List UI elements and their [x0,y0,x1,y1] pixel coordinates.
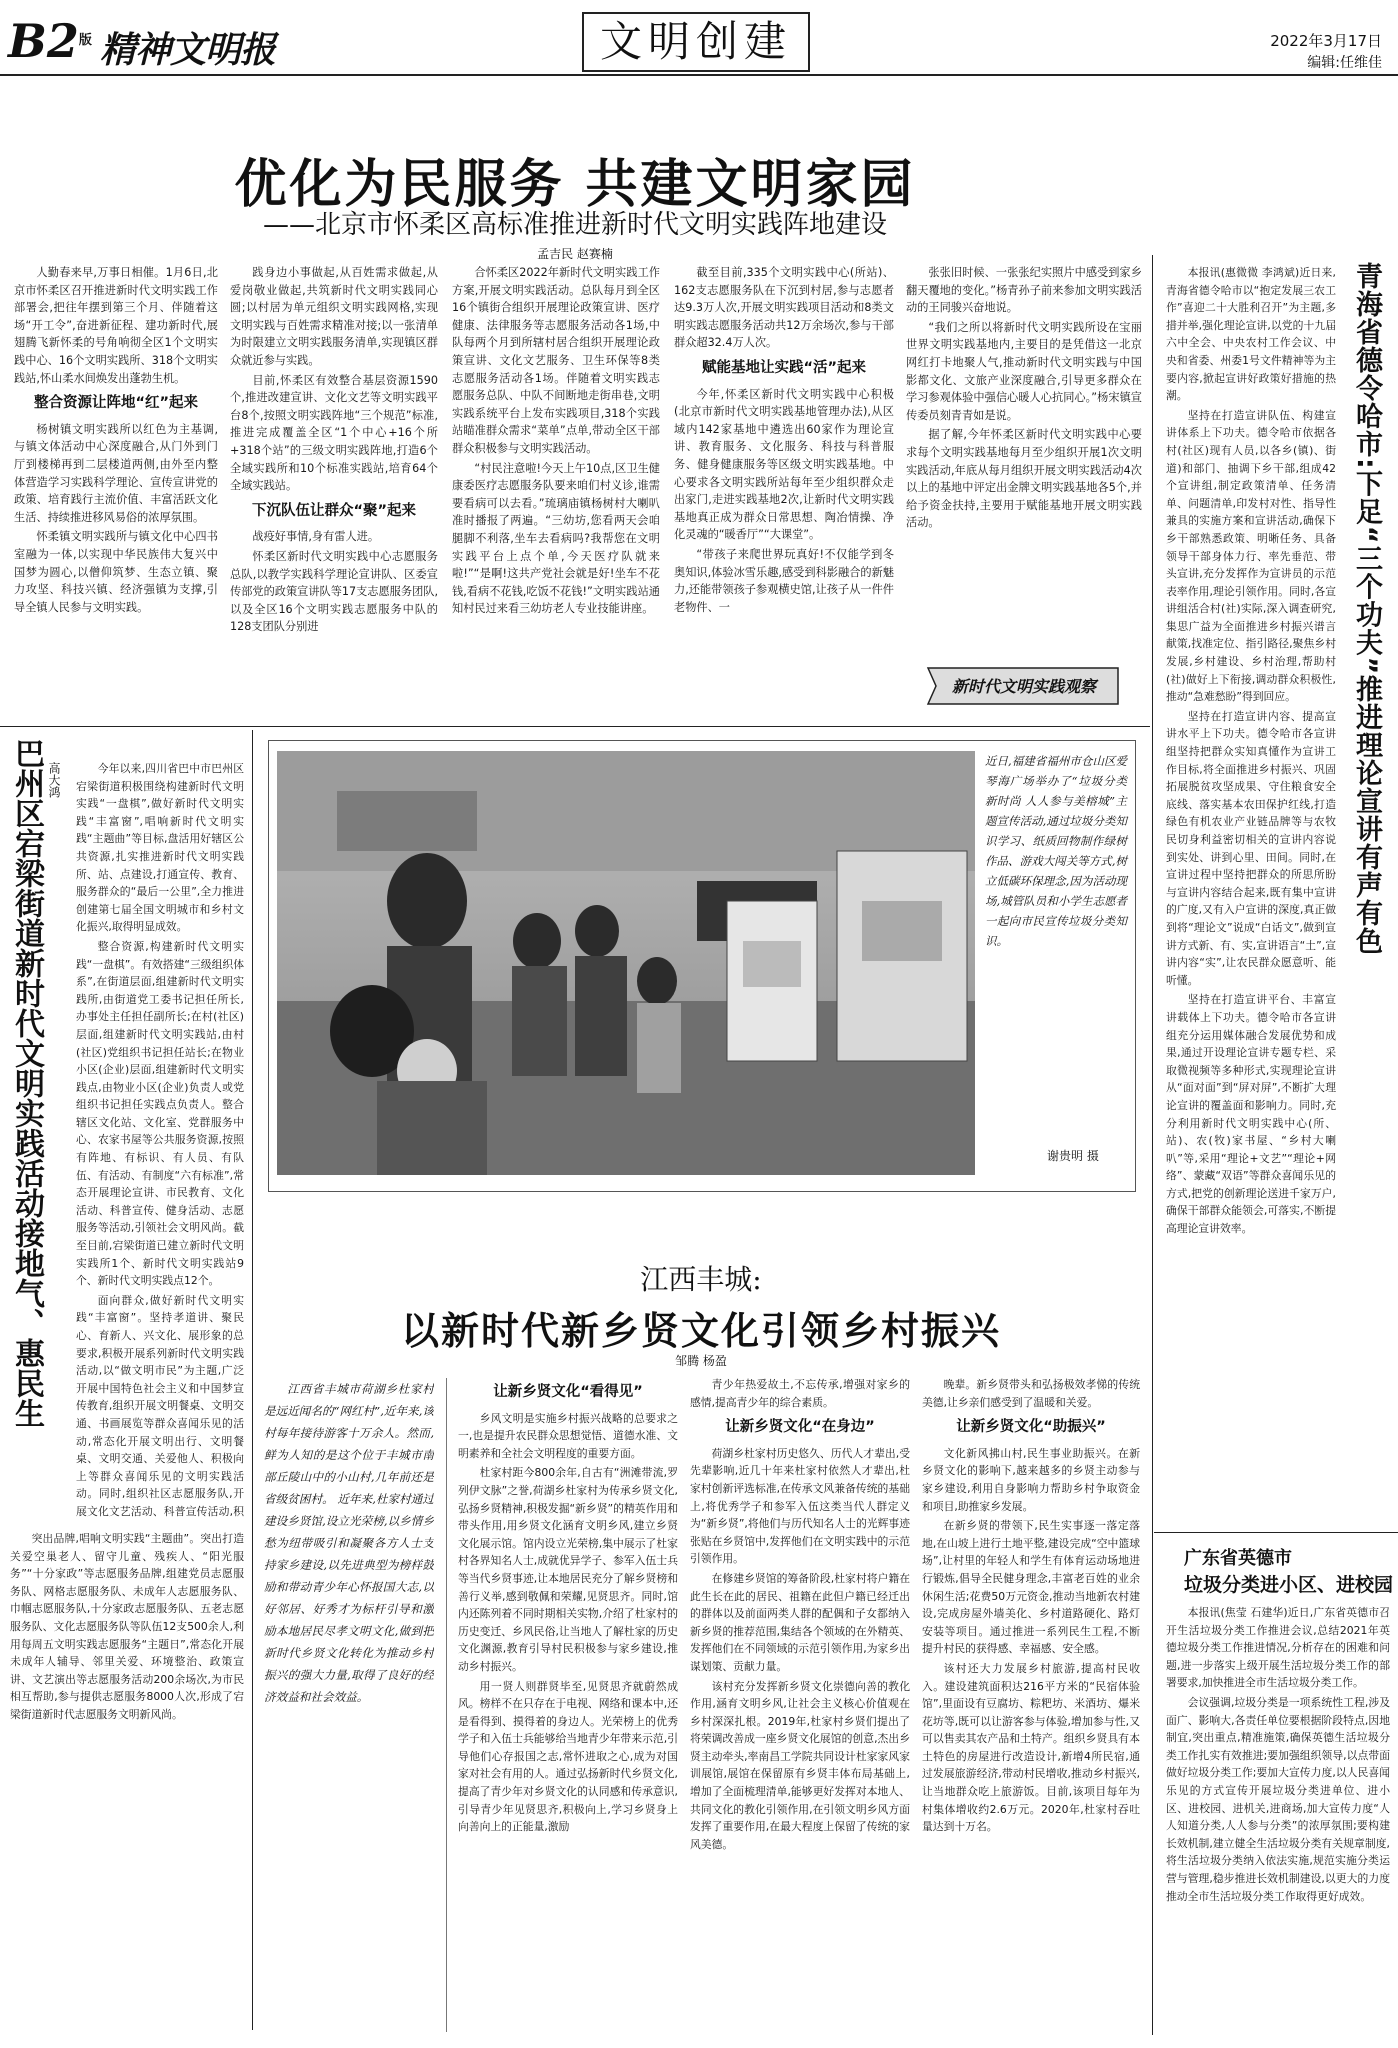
paragraph: 青少年热爱故土,不忘传承,增强对家乡的感情,提高青少年的综合素质。 [690,1378,910,1409]
section-title: 文明创建 [599,17,792,66]
page-number [8,14,92,68]
paragraph: “村民注意啦!今天上午10点,区卫生健康委医疗志愿服务队要来咱们村义诊,谁需要看病可以去看。”琉璃庙镇杨树村大喇叭准时播报了两遍。“三幼坊,您看两天会咱腿脚不利落,坐车去看病吗?我帮您在文明实践平台上点个单,今天医疗队就来啦!”“是啊!这共产党社会就是好!坐车不花钱,看病不花钱,吃饭不花钱!”文明实践站通知村民过来看三幼坊老人专业技能讲座。 [452,461,660,616]
paragraph: 乡风文明是实施乡村振兴战略的总要求之一,也是提升农民群众思想觉悟、道德水准、文明素养和全社会文明程度的重要方面。 [458,1411,678,1460]
paragraph: 张张旧时候、一张张纪实照片中感受到家乡翻天覆地的变化。”杨青孙子前来参加文明实践活动的王同骏兴奋地说。 [906,266,1142,315]
jiangxi-kicker: 江西丰城: [640,1263,762,1296]
paragraph: 该村充分发挥新乡贤文化崇德向善的教化作用,涵育文明乡风,让社会主义核心价值观在乡村深深扎根。2019年,杜家村乡贤们提出了将荣调改善成一座乡贤文化展馆的创意,杰出乡贤主动牵头,率南昌工学院共同设计杜家家风家训展馆,展馆在保留原有乡贤丰体布局基础上,增加了全面梳理清单,能够更好发挥对本地人、共同文化的教化引领作用,在引领文明乡风方面发挥了重要作用,在最大程度上保留了传统的家风美德。 [690,1679,910,1851]
editor-line: 编辑:任维佳 [1307,55,1382,71]
yingde-body [1166,1604,1390,2032]
jiangxi-column-2 [690,1376,910,2032]
news-photo [277,751,975,1175]
paragraph: 本报讯(惠微微 李鸿斌)近日来,青海省德令哈市以“抱定发展三农工作”喜迎二十大胜利召开”为主题,多措并举,强化理论宣讲,以党的十九届六中全会、中央农村工作会议、中央和省委、州委1号文件精神等为主要内容,掀起宣讲好政策好措施的热潮。 [1166,266,1336,403]
paragraph: 践身边小事做起,从百姓需求做起,从爱岗敬业做起,共筑新时代文明实践同心圆;以村居为单元组织文明实践网格,实现文明实践与百姓需求精准对接;以一张清单为时限建立文明实践服务清单,实现镇区群众就近参与实践。 [230,266,438,367]
lead-column-2 [230,264,438,722]
photo-credit: 谢贵明 摄 [1047,1149,1099,1163]
header-rule [0,74,1398,76]
paragraph: 用一贤人则群贤毕至,见贤思齐就蔚然成风。榜样不在只存在于电视、网络和课本中,还是看得到、摸得着的身边人。光荣榜上的优秀学子和入伍士兵能够给当地青少年带来示范,引导他们心存报国之志,常怀进取之心,成为对国家对社会有用的人。通过弘扬新时代乡贤文化,提高了青少年对乡贤文化的认同感和传承意识,引导青少年见贤思齐,积极向上,学习乡贤身上向善向上的正能量,激励 [458,1679,678,1834]
subheading: 让新乡贤文化“看得见” [493,1384,643,1400]
paragraph: 怀柔镇文明实践所与镇文化中心四书室融为一体,以实现中华民族伟大复兴中国梦为圆心,以僧仰筑梦、生态立镇、聚力攻坚、科技兴镇、经济强镇为支撑,引导全镇人民参与文明实践。 [14,530,218,614]
section-badge [918,660,1126,708]
paragraph: 今年,怀柔区新时代文明实践中心积极(北京市新时代文明实践基地管理办法),从区域内142家基地中遴选出60家作为理论宣讲、教育服务、文化服务、科技与科普服务、健身健康服务等区级文明实践基地。中心要求各文明实践所站每年至少组织群众走出家门,走进实践基地2次,让新时代文明实践基地真正成为群众日常思想、陶冶情操、净化灵魂的“暖香厅”“大课堂”。 [674,387,894,542]
photo-caption: 近日,福建省福州市仓山区爱琴海广场举办了“垃圾分类新时尚 人人参与美榕城”主题宣传活动,通过垃圾分类知识学习、纸质回物制作绿树作品、游戏大闯关等方式,树立低碳环保理念,因为活动现场,城管队员和小学生志愿者一起向市民宣传垃圾分类知识。 [985,754,1127,948]
lead-column-1 [14,264,218,722]
bazhou-title: 巴州区宕梁街道新时代文明实践活动接地气、惠民生 [9,738,44,1428]
paragraph: 荷湖乡杜家村历史悠久、历代人才辈出,受先辈影响,近几十年来杜家村依然人才辈出,杜家村创新评选标准,在传承文风兼备传统的基础上,将优秀学子和参军入伍这类当代人群定义为“新乡贤”,将他们与历代知名人士的光辉事迹张贴在乡贤馆中,发挥他们在文明实践中的示范引领作用。 [690,1446,910,1566]
news-photo-frame [268,740,1136,1192]
yingde-title-1: 广东省英德市 [1184,1548,1292,1569]
paragraph: 坚持在打造宣讲队伍、构建宣讲体系上下功夫。德令哈市依据各村(社区)现有人员,以各乡(镇)、街道)和部门、抽调下乡干部,组成42个宣讲组,制定政策清单、任务清单、问题清单,印发村对性、指导性兼具的实施方案和宣讲活动,确保下乡干部熟悉政策、明晰任务、具备领导干部身体力行、率先垂范、带头宣讲,充分发挥作为宣讲员的示范表率作用,理论引领作用。同时,各宣讲组活合村(社)实际,深入调查研究,集思广益为全面推进乡村振兴谱言献策,找准定位、指引路径,聚焦乡村发展,乡村建设、乡村治理,帮助村(社)做好上下衔接,调动群众积极性,推动“急难愁盼”得到回应。 [1166,408,1336,704]
paper-name: 精神文明报 [100,29,276,71]
bazhou-author: 高大鸿 [47,762,61,798]
subheading: 整合资源让阵地“红”起来 [33,395,199,412]
paragraph: 本报讯(焦莹 石建华)近日,广东省英德市召开生活垃圾分类工作推进会议,总结2021年英德垃圾分类工作推进情况,分析存在的困难和问题,进一步落实上级开展生活垃圾分类工作的部署要求,加快推进全市生活垃圾分类工作。 [1166,1606,1390,1690]
paragraph: 杜家村距今800余年,自古有“洲滩带流,罗列伊文脉”之誉,荷湖乡杜家村为传承乡贤文化,弘扬乡贤精神,积极发掘“新乡贤”的精英作用和带头作用,用乡贤文化涵育文明乡风,建立乡贤文化展示馆。馆内设立光荣榜,集中展示了杜家村各界知名人士,成就优异学子、参军入伍士兵等当代乡贤事迹,让本地居民充分了解乡贤榜和善行义举,感到敬佩和荣耀,见贤思齐。同时,馆内还陈列着不同时期相关实物,介绍了杜家村的历史变迁、乡风民俗,让当地人了解杜家的历史文化渊源,教育引导村民积极参与家乡建设,推动乡村振兴。 [458,1466,678,1673]
right-section-rule [1154,1532,1398,1533]
page-header [0,0,1398,92]
section-title-box [582,12,810,72]
paragraph: 会议强调,垃圾分类是一项系统性工程,涉及面广、影响大,各责任单位要根据阶段特点,因地制宜,突出重点,精准施策,确保英德生活垃圾分类工作扎实有效推进;要加强组织领导,以点带面做好垃圾分类工作;要加大宣传力度,以人民喜闻乐见的方式宣传开展垃圾分类进单位、进小区、进校园、进机关,进商场,加大宣传力度“人人知道分类,人人参与分类”的浓厚氛围;要构建长效机制,建立健全生活垃圾分类有关规章制度,将生活垃圾分类纳入依法实施,规范实施分类运营与管理,稳步推进长效机制建设,以更大的力度推动全市生活垃圾分类工作取得更好成效。 [1166,1695,1390,1903]
paragraph: 怀柔区新时代文明实践中心志愿服务总队,以教学实践科学理论宣讲队、区委宣传部党的政策宣讲队等17支志愿服务团队,以及全区16个文明实践志愿服务中队的128支团队分别进 [230,549,438,634]
paragraph: 在新乡贤的带领下,民生实事逐一落定落地,在山坡上进行土地平整,建设完成“空中篮球场”,让村里的年轻人和学生有体育运动场地进行锻炼,倡导全民健身理念,丰富老百姓的业余休闲生活;花费50万元资金,推动当地新农村建设,完成房屋外墙美化、乡村道路硬化、路灯安装等项目。通过推进一系列民生工程,不断提升村民的获得感、幸福感、安全感。 [922,1519,1140,1656]
jiangxi-intro: 江西省丰城市荷湖乡杜家村是远近闻名的“网红村”,近年来,该村每年接待游客十万余人。然而,鲜为人知的是这个位于丰城市南部丘陵山中的小山村,几年前还是省级贫困村。 近年来,杜家村通过建设乡贤馆,设立光荣榜,以乡情乡愁为纽带吸引和凝聚各方人士支持家乡建设,以先进典型为榜样鼓励和带动青少年心怀报国大志,以好邻居、好秀才为标杆引导和激励本地居民尽孝文明文化,做到把新时代乡贤文化转化为推动乡村振兴的强大力量,取得了良好的经济效益和社会效益。 [264,1382,434,1704]
paragraph: 面向群众,做好新时代文明实践“丰富窗”。坚持孝道讲、聚民心、育新人、兴文化、展形象的总要求,积极开展系列新时代文明实践活动,以“做文明市民”为主题,广泛开展中国特色社会主义和中国梦宣传教育,组织开展文明餐桌、文明交通、书画展览等群众喜闻乐见的活动,常态化开展文明出行、文明餐桌、文明交通、关爱他人、积极向上等群众喜闻乐见的文明实践活动。同时,组织社区志愿服务队,开展文化文艺活动、科普宣传活动,积 [76,1293,244,1518]
paragraph: 坚持在打造宣讲内容、提高宣讲水平上下功夫。德令哈市各宣讲组坚持把群众实知真懂作为宣讲工作目标,将全面推进乡村振兴、巩固拓展脱贫攻坚成果、守住粮食安全底线、落实基本农田保护红线,打造绿色有机农业产业链品牌等与农牧民切身利益密切相关的宣讲内容说到实处、讲到心里、田间。同时,在宣讲过程中坚持把群众的所思所盼与宣讲内容结合起来,既有集中宣讲的广度,又有入户宣讲的深度,真正做到将“理论文”说成“白话文”,做到宣讲方式新、有、实,宣讲语言“土”,宣讲内容“实”,让农民群众愿意听、能听懂。 [1166,709,1336,987]
jiangxi-column-1 [458,1376,678,2032]
page-number-suffix: 版 [78,33,92,48]
qinghai-title: 青海省德令哈市:下足“三个功夫”推进理论宣讲有声有色 [1351,262,1382,956]
lead-column-4 [674,264,894,722]
paragraph: 战疫好事情,身有雷人进。 [252,530,380,544]
paragraph: “我们之所以将新时代文明实践所设在宝丽世界文明实践基地内,主要目的是凭借这一北京网红打卡地聚人气,推动新时代文明实践与中国影都文化、文旅产业深度融合,引导更多群众在学习参观体验中强信心暖人心抗同心。”杨宋镇宣传委员刻青青如是说。 [906,320,1142,422]
page-number-text: B2 [8,14,79,68]
jiangxi-byline: 邹腾 杨盈 [675,1354,727,1368]
bazhou-body-cont [10,1530,244,2000]
lead-column-5 [906,264,1142,644]
paragraph: 今年以来,四川省巴中市巴州区宕梁街道积极围绕构建新时代文明实践“一盘棋”,做好新时代文明实践“丰富窗”,唱响新时代文明实践“主题曲”等目标,盘活用好辖区公共资源,扎实推进新时代文明实践所、站、点建设,打通宣传、教育、服务群众的“最后一公里”,全力推进创建第七届全国文明城市和乡村文化振兴,取得明显成效。 [76,762,244,934]
paragraph: 该村还大力发展乡村旅游,提高村民收入。建设建筑面积达216平方米的“民宿体验馆”,里面设有豆腐坊、粽粑坊、米酒坊、爆米花坊等,既可以让游客参与体验,增加参与性,又可以售卖其农产品和土特产。组织乡贤具有本土特色的房屋进行改造设计,新增4所民宿,通过发展旅游经济,带动村民增收,推动乡村振兴,让当地群众吃上旅游饭。目前,该项目每年为村集体增收约2.6万元。2020年,杜家村吞吐量达到十万名。 [922,1661,1140,1834]
jiangxi-title: 以新时代新乡贤文化引领乡村振兴 [400,1309,1001,1353]
paragraph: 突出品牌,唱响文明实践“主题曲”。突出打造关爱空巢老人、留守儿童、残疾人、“阳光服务”“十分家政”等志愿服务品牌,组建党员志愿服务队、网格志愿服务队、未成年人志愿服务队、巾帼志愿服务队,十分家政志愿服务队、五老志愿服务队、文化志愿服务队等队伍12支500余人,利用每周五文明实践志愿服务“主题日”,常态化开展未成年人辅导、邻里关爱、环境整治、政策宣讲、文艺演出等志愿服务活动200余场次,为市民相互帮助,参与提供志愿服务8000人次,形成了宕梁街道新时代志愿服务文明新风尚。 [10,1532,244,1721]
paragraph: “带孩子来爬世界玩真好!不仅能学到冬奥知识,体验冰雪乐趣,感受到科影融合的新魅力,还能带领孩子参观横史馆,让孩子从一件件老物件、一 [674,547,894,614]
subheading: 让新乡贤文化“助振兴” [956,1419,1106,1436]
lead-column-3 [452,264,660,722]
paragraph: 文化新风拂山村,民生事业助振兴。在新乡贤文化的影响下,越来越多的乡贤主动参与家乡建设,利用自身影响力帮助乡村争取资金和项目,助推家乡发展。 [922,1446,1140,1513]
paragraph: 在修建乡贤馆的筹备阶段,杜家村将户籍在此生长在此的居民、祖籍在此但户籍已经迁出的群体以及前面两类人群的配偶和子女都纳入新乡贤的推荐范围,集结各个领域的在外精英、发挥他们在不同领域的示范引领作用,为家乡出谋划策、贡献力量。 [690,1571,910,1673]
lead-subtitle: ——北京市怀柔区高标准推进新时代文明实践阵地建设 [262,210,887,240]
badge-text: 新时代文明实践观察 [952,677,1097,696]
subheading: 让新乡贤文化“在身边” [725,1419,875,1436]
lead-byline: 孟吉民 赵赛楠 [537,247,613,261]
paragraph: 坚持在打造宣讲平台、丰富宣讲载体上下功夫。德令哈市各宣讲组充分运用媒体融合发展优势和成果,通过开设理论宣讲专题专栏、采取微视频等多种形式,实现理论宣讲从“面对面”到“屏对屏”,不断扩大理论宣讲的覆盖面和影响力。同时,充分利用新时代文明实践中心(所、站)、农(牧)家书屋、“乡村大喇叭”等,采用“理论+文艺”“理论+网络”、蒙藏“双语”等群众喜闻乐见的方式,把党的创新理论送进千家万户,确保干部群众能领会,可落实,不断提高理论宣讲效率。 [1166,993,1336,1236]
lead-title: 优化为民服务 共建文明家园 [234,155,916,215]
paragraph: 杨树镇文明实践所以红色为主基调,与镇文体活动中心深度融合,从门外到门厅到楼梯再到二层楼道两侧,由外至内整体营造学习实践科学理论、宣传宣讲党的政策、培育践行主流价值、丰富活跃文化生活、持续推进移风易俗的浓厚氛围。 [14,422,218,524]
jiangxi-column-3 [922,1376,1140,2032]
left-column-divider [252,730,253,2030]
paragraph: 合怀柔区2022年新时代文明实践工作方案,开展文明实践活动。总队每月到全区16个镇街合组织开展理论政策宣讲、医疗健康、法律服务等志愿服务活动各1场,中队每两个月到所辖村居合组织开展理论政策宣讲、文化文艺服务、卫生环保等8类志愿服务活动各1场。伴随着文明实践志愿服务总队、中队不间断地走街串巷,文明实践系统平台上发布实践项目,318个实践站瞄准群众需求“菜单”点单,带动全区干部群众积极参与文明实践活动。 [452,266,660,455]
subheading: 赋能基地让实践“活”起来 [701,359,867,376]
yingde-title-2: 垃圾分类进小区、进校园 [1184,1574,1394,1596]
qinghai-body [1166,264,1336,1524]
jiangxi-intro-divider [446,1378,447,2032]
paragraph: 人勤春来早,万事日相催。1月6日,北京市怀柔区召开推进新时代文明实践工作部署会,把往年摆到第三个月、伴随着这场“开工令”,奋进新征程、建功新时代,展翅腾飞新怀柔的号角响彻全区1个文明实践中心、16个文明实践所、318个文明实践站,怀山柔水间焕发出蓬勃生机。 [14,266,218,385]
paragraph: 晚辈。新乡贤带头和弘扬极效孝悌的传统美德,让乡亲们感受到了温暖和关爱。 [922,1378,1140,1409]
subheading: 下沉队伍让群众“聚”起来 [251,502,417,519]
paragraph: 据了解,今年怀柔区新时代文明实践中心要求每个文明实践基地每月至少组织开展1次文明实践活动,年底从每月组织开展文明实践活动4次以上的基地中评定出金牌文明实践基地各5个,并给予资金扶持,主要用于赋能基地开展文明实践活动。 [906,428,1142,530]
bazhou-body [76,760,244,1520]
right-column-divider [1152,255,1153,2035]
issue-date: 2022年3月17日 [1270,32,1382,50]
paragraph: 截至目前,335个文明实践中心(所站)、162支志愿服务队在下沉到村居,参与志愿者达9.3万人次,开展文明实践项目活动和8类文明实践志愿服务活动共12万余场次,参与干部群众超32.4万人次。 [674,266,894,350]
paragraph: 整合资源,构建新时代文明实践“一盘棋”。有效搭建“三级组织体系”,在街道层面,组建新时代文明实践所,由街道党工委书记担任所长,办事处主任担任副所长;在村(社区)层面,组建新时代文明实践站,由村(社区)党组织书记担任站长;在物业小区(企业)层面,组建新时代文明实践点,由物业小区(企业)负责人或党组织书记担任实践点负责人。整合辖区文化站、文化室、党群服务中心、农家书屋等公共服务资源,按照有阵地、有标识、有人员、有队伍、有活动、有制度“六有标准”,常态开展理论宣讲、市民教育、文化活动、科普宣传、健身活动、志愿服务等活动,引领社会文明风尚。截至目前,宕梁街道已建立新时代文明实践所1个、新时代文明实践站9个、新时代文明实践点12个。 [76,939,244,1288]
lead-bottom-rule [0,726,1150,727]
paragraph: 目前,怀柔区有效整合基层资源1590个,推进改建宣讲、文化文艺等文明实践平台8个,按照文明实践阵地“三个规范”标准,推进完成覆盖全区“1个中心+16个所+318个站”的三级文明实践阵地,打造6个全域实践所和10个标准实践站,培育64个全域实践站。 [230,373,438,493]
